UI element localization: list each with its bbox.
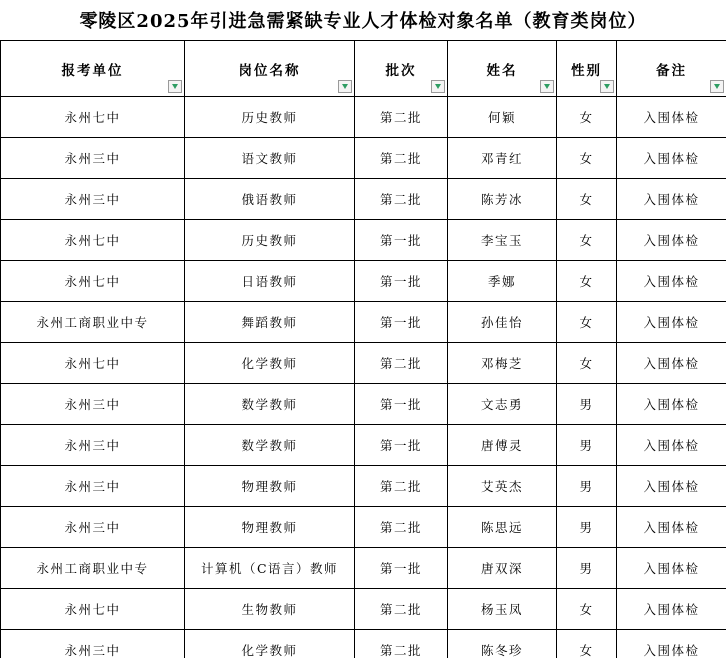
cell-position: 历史教师 bbox=[185, 220, 355, 261]
cell-batch: 第二批 bbox=[355, 138, 448, 179]
cell-remark: 入围体检 bbox=[617, 548, 726, 589]
cell-batch: 第二批 bbox=[355, 589, 448, 630]
filter-dropdown-icon bbox=[435, 84, 441, 89]
cell-remark: 入围体检 bbox=[617, 220, 726, 261]
column-header-label: 备注 bbox=[656, 62, 687, 79]
cell-batch: 第一批 bbox=[355, 425, 448, 466]
cell-position: 舞蹈教师 bbox=[185, 302, 355, 343]
cell-position: 物理教师 bbox=[185, 466, 355, 507]
cell-name: 孙佳怡 bbox=[448, 302, 557, 343]
column-header-remark bbox=[617, 41, 726, 97]
candidates-table bbox=[0, 40, 726, 658]
table-row bbox=[1, 630, 726, 658]
cell-gender: 女 bbox=[557, 220, 617, 261]
cell-position: 化学教师 bbox=[185, 343, 355, 384]
cell-remark: 入围体检 bbox=[617, 425, 726, 466]
column-filter-button[interactable] bbox=[540, 80, 554, 93]
column-filter-button[interactable] bbox=[168, 80, 182, 93]
table-row bbox=[1, 466, 726, 507]
cell-unit: 永州七中 bbox=[1, 261, 185, 302]
cell-unit: 永州七中 bbox=[1, 220, 185, 261]
table-row bbox=[1, 343, 726, 384]
column-filter-button[interactable] bbox=[710, 80, 724, 93]
cell-unit: 永州三中 bbox=[1, 179, 185, 220]
cell-batch: 第二批 bbox=[355, 630, 448, 658]
table-row bbox=[1, 384, 726, 425]
cell-unit: 永州三中 bbox=[1, 507, 185, 548]
table-row bbox=[1, 138, 726, 179]
column-header-gender bbox=[557, 41, 617, 97]
column-filter-button[interactable] bbox=[600, 80, 614, 93]
column-header-label: 岗位名称 bbox=[238, 62, 301, 79]
cell-name: 邓梅芝 bbox=[448, 343, 557, 384]
cell-gender: 女 bbox=[557, 97, 617, 138]
cell-unit: 永州工商职业中专 bbox=[1, 302, 185, 343]
cell-remark: 入围体检 bbox=[617, 302, 726, 343]
cell-batch: 第一批 bbox=[355, 220, 448, 261]
table-header bbox=[1, 41, 726, 97]
cell-batch: 第二批 bbox=[355, 343, 448, 384]
cell-name: 邓青红 bbox=[448, 138, 557, 179]
cell-remark: 入围体检 bbox=[617, 138, 726, 179]
column-header-label: 姓名 bbox=[486, 62, 518, 79]
cell-remark: 入围体检 bbox=[617, 261, 726, 302]
column-header-name bbox=[448, 41, 557, 97]
cell-gender: 女 bbox=[557, 302, 617, 343]
cell-position: 俄语教师 bbox=[185, 179, 355, 220]
cell-gender: 女 bbox=[557, 343, 617, 384]
cell-unit: 永州七中 bbox=[1, 343, 185, 384]
filter-dropdown-icon bbox=[342, 84, 348, 89]
table-row bbox=[1, 302, 726, 343]
cell-position: 历史教师 bbox=[185, 97, 355, 138]
cell-remark: 入围体检 bbox=[617, 97, 726, 138]
cell-gender: 女 bbox=[557, 589, 617, 630]
cell-name: 陈思远 bbox=[448, 507, 557, 548]
column-header-position bbox=[185, 41, 355, 97]
cell-unit: 永州三中 bbox=[1, 425, 185, 466]
cell-batch: 第二批 bbox=[355, 97, 448, 138]
table-row bbox=[1, 425, 726, 466]
cell-name: 文志勇 bbox=[448, 384, 557, 425]
cell-unit: 永州三中 bbox=[1, 630, 185, 658]
cell-name: 唐双深 bbox=[448, 548, 557, 589]
cell-remark: 入围体检 bbox=[617, 384, 726, 425]
page-title: 零陵区2025年引进急需紧缺专业人才体检对象名单（教育类岗位） bbox=[79, 11, 647, 32]
cell-gender: 男 bbox=[557, 384, 617, 425]
cell-name: 陈芳冰 bbox=[448, 179, 557, 220]
table-row bbox=[1, 261, 726, 302]
cell-batch: 第一批 bbox=[355, 548, 448, 589]
filter-dropdown-icon bbox=[714, 84, 720, 89]
cell-name: 李宝玉 bbox=[448, 220, 557, 261]
cell-remark: 入围体检 bbox=[617, 507, 726, 548]
cell-position: 日语教师 bbox=[185, 261, 355, 302]
filter-dropdown-icon bbox=[544, 84, 550, 89]
cell-name: 何颖 bbox=[448, 97, 557, 138]
cell-gender: 男 bbox=[557, 548, 617, 589]
cell-batch: 第一批 bbox=[355, 302, 448, 343]
filter-dropdown-icon bbox=[604, 84, 610, 89]
column-header-unit bbox=[1, 41, 185, 97]
cell-batch: 第二批 bbox=[355, 179, 448, 220]
table-row bbox=[1, 179, 726, 220]
cell-batch: 第二批 bbox=[355, 466, 448, 507]
cell-remark: 入围体检 bbox=[617, 630, 726, 658]
table-row bbox=[1, 220, 726, 261]
cell-position: 生物教师 bbox=[185, 589, 355, 630]
table-row bbox=[1, 97, 726, 138]
cell-position: 数学教师 bbox=[185, 384, 355, 425]
cell-unit: 永州三中 bbox=[1, 384, 185, 425]
cell-gender: 女 bbox=[557, 179, 617, 220]
cell-remark: 入围体检 bbox=[617, 343, 726, 384]
table-body bbox=[1, 97, 726, 658]
header-row bbox=[1, 41, 726, 97]
cell-unit: 永州七中 bbox=[1, 97, 185, 138]
table-row bbox=[1, 548, 726, 589]
table-row bbox=[1, 589, 726, 630]
cell-position: 计算机（C语言）教师 bbox=[185, 548, 355, 589]
cell-position: 语文教师 bbox=[185, 138, 355, 179]
column-header-batch bbox=[355, 41, 448, 97]
cell-position: 数学教师 bbox=[185, 425, 355, 466]
cell-remark: 入围体检 bbox=[617, 589, 726, 630]
cell-position: 物理教师 bbox=[185, 507, 355, 548]
cell-batch: 第一批 bbox=[355, 261, 448, 302]
cell-unit: 永州七中 bbox=[1, 589, 185, 630]
cell-name: 杨玉凤 bbox=[448, 589, 557, 630]
column-header-label: 报考单位 bbox=[61, 62, 124, 79]
cell-name: 季娜 bbox=[448, 261, 557, 302]
cell-gender: 男 bbox=[557, 466, 617, 507]
cell-gender: 男 bbox=[557, 425, 617, 466]
filter-dropdown-icon bbox=[172, 84, 178, 89]
cell-gender: 女 bbox=[557, 138, 617, 179]
cell-name: 艾英杰 bbox=[448, 466, 557, 507]
column-filter-button[interactable] bbox=[338, 80, 352, 93]
cell-gender: 男 bbox=[557, 507, 617, 548]
column-header-label: 性别 bbox=[571, 62, 602, 79]
cell-unit: 永州三中 bbox=[1, 466, 185, 507]
cell-unit: 永州工商职业中专 bbox=[1, 548, 185, 589]
column-header-label: 批次 bbox=[385, 62, 417, 79]
cell-name: 陈冬珍 bbox=[448, 630, 557, 658]
cell-position: 化学教师 bbox=[185, 630, 355, 658]
cell-unit: 永州三中 bbox=[1, 138, 185, 179]
cell-remark: 入围体检 bbox=[617, 466, 726, 507]
cell-remark: 入围体检 bbox=[617, 179, 726, 220]
cell-batch: 第一批 bbox=[355, 384, 448, 425]
cell-gender: 女 bbox=[557, 261, 617, 302]
column-filter-button[interactable] bbox=[431, 80, 445, 93]
cell-gender: 女 bbox=[557, 630, 617, 658]
cell-batch: 第二批 bbox=[355, 507, 448, 548]
cell-name: 唐傅灵 bbox=[448, 425, 557, 466]
table-row bbox=[1, 507, 726, 548]
